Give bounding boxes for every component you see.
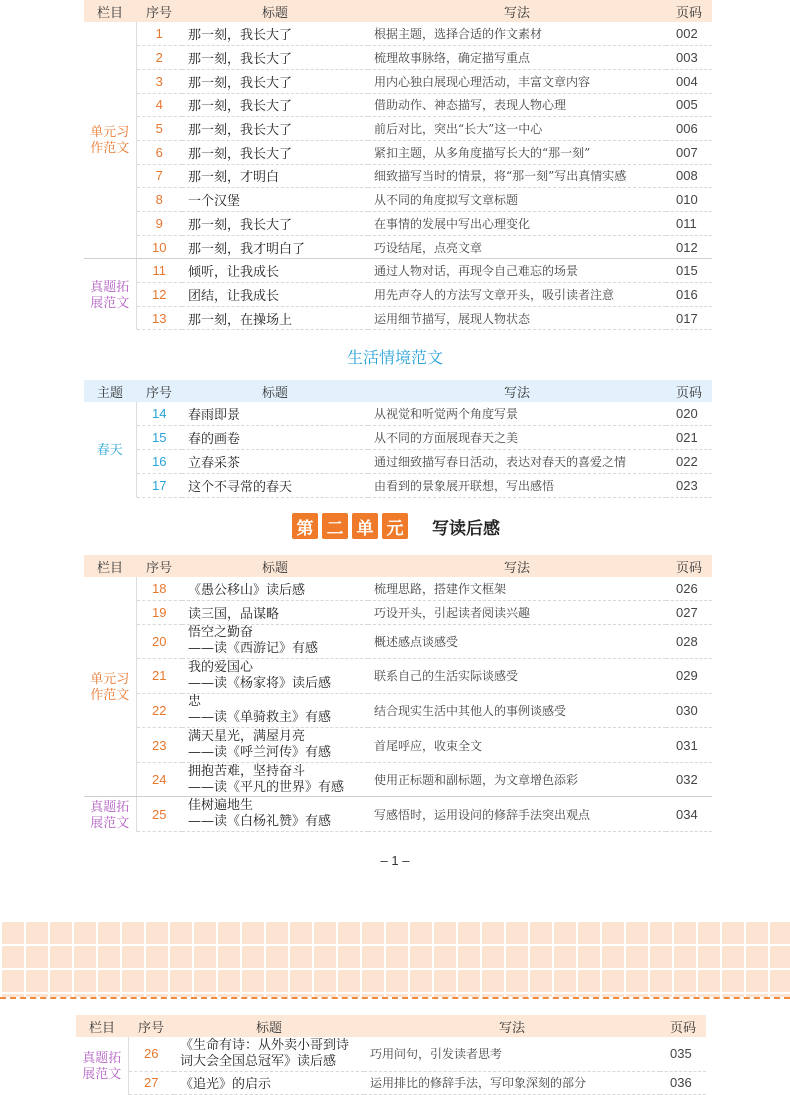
subtitle-text: ——读《平凡的世界》有感 xyxy=(188,779,345,795)
header-page: 页码 xyxy=(666,555,712,577)
title-cell xyxy=(182,728,368,763)
row-number: 23 xyxy=(136,728,182,763)
title-cell xyxy=(182,402,368,426)
row-number: 17 xyxy=(136,473,182,497)
method-cell: 从不同的方面展现春天之美 xyxy=(368,426,666,450)
title-text: 那一刻，才明白 xyxy=(188,170,280,186)
title-text: 忠 xyxy=(188,694,202,710)
table-row xyxy=(76,1071,706,1094)
page-number: – 1 – xyxy=(380,853,410,868)
title-text: 春的画卷 xyxy=(188,432,241,448)
page-cell: 017 xyxy=(666,306,712,330)
page-cell: 022 xyxy=(666,450,712,474)
row-number: 10 xyxy=(136,235,182,259)
row-number: 21 xyxy=(136,659,182,694)
header-theme: 主题 xyxy=(84,380,136,402)
method-cell: 巧设结尾，点亮文章 xyxy=(368,235,666,259)
title-text: 我的爱国心 xyxy=(188,659,254,675)
table-row xyxy=(84,46,712,70)
page-cell: 007 xyxy=(666,140,712,164)
title-text: 那一刻，我长大了 xyxy=(188,75,293,91)
method-cell: 用内心独白展现心理活动，丰富文章内容 xyxy=(368,69,666,93)
category-label: 单元习作范文 xyxy=(84,22,136,259)
page-cell: 005 xyxy=(666,93,712,117)
subtitle-text: ——读《白杨礼赞》有感 xyxy=(188,814,332,830)
title-cell xyxy=(182,624,368,659)
page-cell: 021 xyxy=(666,426,712,450)
title-cell xyxy=(182,797,368,832)
method-cell: 结合现实生活中其他人的事例谈感受 xyxy=(368,693,666,728)
unit1-table xyxy=(84,0,712,330)
title-text: 一个汉堡 xyxy=(188,194,241,210)
method-cell: 梳理故事脉络，确定描写重点 xyxy=(368,46,666,70)
page-cell: 032 xyxy=(666,762,712,797)
title-cell xyxy=(182,188,368,212)
unit-name: 写读后感 xyxy=(432,518,500,538)
table-row xyxy=(84,306,712,330)
title-text: 那一刻，我长大了 xyxy=(188,217,293,233)
header-page: 页码 xyxy=(666,380,712,402)
page-cell: 034 xyxy=(666,797,712,832)
table-row xyxy=(84,797,712,832)
header-method: 写法 xyxy=(368,0,666,22)
unit-char: 第 xyxy=(292,513,318,539)
title-cell xyxy=(182,577,368,601)
table-row xyxy=(84,93,712,117)
title-cell xyxy=(182,762,368,797)
title-text: 读三国，品谋略 xyxy=(188,606,280,622)
title-text: 倾听，让我成长 xyxy=(188,265,280,281)
method-cell: 使用正标题和副标题，为文章增色添彩 xyxy=(368,762,666,797)
header-page: 页码 xyxy=(660,1015,706,1037)
title-text: 那一刻，我长大了 xyxy=(188,99,293,115)
row-number: 13 xyxy=(136,306,182,330)
table-row xyxy=(84,235,712,259)
table-row xyxy=(84,450,712,474)
title-cell xyxy=(182,450,368,474)
method-cell: 运用排比的修辞手法，写印象深刻的部分 xyxy=(364,1071,660,1094)
header-method: 写法 xyxy=(364,1015,660,1037)
table-header xyxy=(84,555,712,577)
title-cell xyxy=(182,693,368,728)
title-cell xyxy=(182,235,368,259)
title-text: 这个不寻常的春天 xyxy=(188,479,293,495)
method-cell: 通过细致描写春日活动，表达对春天的喜爱之情 xyxy=(368,450,666,474)
method-cell: 借助动作、神态描写，表现人物心理 xyxy=(368,93,666,117)
unit2-table xyxy=(84,555,712,832)
header-number: 序号 xyxy=(136,380,182,402)
header-number: 序号 xyxy=(128,1015,174,1037)
method-cell: 巧用问句，引发读者思考 xyxy=(364,1037,660,1071)
method-cell: 紧扣主题，从多角度描写长大的“那一刻” xyxy=(368,140,666,164)
table-row xyxy=(84,140,712,164)
unit-char: 单 xyxy=(352,513,378,539)
subtitle-text: ——读《呼兰河传》有感 xyxy=(188,745,332,761)
title-text: 那一刻，在操场上 xyxy=(188,312,293,328)
table-row xyxy=(84,117,712,141)
page-cell: 023 xyxy=(666,473,712,497)
title-text: 佳树遍地生 xyxy=(188,798,254,814)
table-header xyxy=(84,380,712,402)
method-cell: 概述感点谈感受 xyxy=(368,624,666,659)
category-label: 真题拓展范文 xyxy=(84,259,136,330)
header-title: 标题 xyxy=(182,380,368,402)
row-number: 11 xyxy=(136,259,182,283)
unit-banner xyxy=(292,512,500,540)
decorative-grid-band xyxy=(0,920,790,997)
title-text: 那一刻，我长大了 xyxy=(188,28,293,44)
title-text: 悟空之勤奋 xyxy=(188,625,254,641)
subtitle-text: 词大会全国总冠军》读后感 xyxy=(180,1053,337,1069)
page-cell: 008 xyxy=(666,164,712,188)
next-page-table xyxy=(76,1015,706,1095)
page-cell: 029 xyxy=(666,659,712,694)
title-cell xyxy=(182,140,368,164)
page-cell: 031 xyxy=(666,728,712,763)
method-cell: 写感悟时，运用设问的修辞手法突出观点 xyxy=(368,797,666,832)
table-row xyxy=(84,283,712,307)
method-cell: 从不同的角度拟写文章标题 xyxy=(368,188,666,212)
dashed-divider xyxy=(0,997,790,999)
page-cell: 006 xyxy=(666,117,712,141)
page-cell: 036 xyxy=(660,1071,706,1094)
table-row xyxy=(84,624,712,659)
header-number: 序号 xyxy=(136,0,182,22)
subtitle-text: ——读《单骑救主》有感 xyxy=(188,710,332,726)
title-cell xyxy=(174,1071,364,1094)
header-method: 写法 xyxy=(368,555,666,577)
header-number: 序号 xyxy=(136,555,182,577)
table-row xyxy=(84,762,712,797)
header-page: 页码 xyxy=(666,0,712,22)
title-cell xyxy=(182,22,368,46)
page-cell: 010 xyxy=(666,188,712,212)
unit-char: 元 xyxy=(382,513,408,539)
method-cell: 细致描写当时的情景，将“那一刻”写出真情实感 xyxy=(368,164,666,188)
title-text: 那一刻，我长大了 xyxy=(188,123,293,139)
row-number: 7 xyxy=(136,164,182,188)
subtitle-text: ——读《杨家将》读后感 xyxy=(188,675,332,691)
title-cell xyxy=(182,212,368,236)
method-cell: 用先声夺人的方法写文章开头，吸引读者注意 xyxy=(368,283,666,307)
title-text: 《生命有诗：从外卖小哥到诗 xyxy=(180,1037,350,1053)
table-row xyxy=(76,1037,706,1071)
row-number: 25 xyxy=(136,797,182,832)
table-row xyxy=(84,164,712,188)
method-cell: 前后对比，突出“长大”这一中心 xyxy=(368,117,666,141)
header-column: 栏目 xyxy=(84,555,136,577)
method-cell: 在事情的发展中写出心理变化 xyxy=(368,212,666,236)
row-number: 27 xyxy=(128,1071,174,1094)
title-cell xyxy=(182,93,368,117)
spring-table xyxy=(84,380,712,498)
page-cell: 026 xyxy=(666,577,712,601)
title-text: 《愚公移山》读后感 xyxy=(188,583,306,598)
page-cell: 028 xyxy=(666,624,712,659)
row-number: 14 xyxy=(136,402,182,426)
page-cell: 004 xyxy=(666,69,712,93)
table-row xyxy=(84,69,712,93)
subtitle-text: ——读《西游记》有感 xyxy=(188,641,319,657)
title-text: 春雨即景 xyxy=(188,408,241,424)
table-header xyxy=(76,1015,706,1037)
category-label: 真题拓展范文 xyxy=(76,1037,128,1094)
method-cell: 根据主题，选择合适的作文素材 xyxy=(368,22,666,46)
table-row xyxy=(84,259,712,283)
row-number: 22 xyxy=(136,693,182,728)
method-cell: 从视觉和听觉两个角度写景 xyxy=(368,402,666,426)
title-cell xyxy=(182,164,368,188)
table-row xyxy=(84,577,712,601)
row-number: 9 xyxy=(136,212,182,236)
method-cell: 由看到的景象展开联想，写出感悟 xyxy=(368,473,666,497)
page-cell: 027 xyxy=(666,601,712,625)
method-cell: 运用细节描写，展现人物状态 xyxy=(368,306,666,330)
row-number: 4 xyxy=(136,93,182,117)
title-cell xyxy=(182,117,368,141)
row-number: 12 xyxy=(136,283,182,307)
table-row xyxy=(84,728,712,763)
unit-char: 二 xyxy=(322,513,348,539)
title-text: 《追光》的启示 xyxy=(180,1077,272,1092)
table-row xyxy=(84,212,712,236)
table-header xyxy=(84,0,712,22)
row-number: 19 xyxy=(136,601,182,625)
method-cell: 通过人物对话，再现令自己难忘的场景 xyxy=(368,259,666,283)
title-cell xyxy=(182,283,368,307)
title-cell xyxy=(182,46,368,70)
header-title: 标题 xyxy=(182,555,368,577)
row-number: 15 xyxy=(136,426,182,450)
table-row xyxy=(84,402,712,426)
row-number: 20 xyxy=(136,624,182,659)
table-row xyxy=(84,601,712,625)
row-number: 5 xyxy=(136,117,182,141)
row-number: 24 xyxy=(136,762,182,797)
row-number: 8 xyxy=(136,188,182,212)
method-cell: 联系自己的生活实际谈感受 xyxy=(368,659,666,694)
page-cell: 002 xyxy=(666,22,712,46)
row-number: 18 xyxy=(136,577,182,601)
title-text: 那一刻，我长大了 xyxy=(188,146,293,162)
title-text: 拥抱苦难，坚持奋斗 xyxy=(188,763,306,779)
table-row xyxy=(84,473,712,497)
row-number: 3 xyxy=(136,69,182,93)
table-row xyxy=(84,659,712,694)
section-title: 生活情境范文 xyxy=(346,350,443,367)
title-cell xyxy=(174,1037,364,1071)
table-row xyxy=(84,426,712,450)
header-method: 写法 xyxy=(368,380,666,402)
title-cell xyxy=(182,69,368,93)
page-cell: 012 xyxy=(666,235,712,259)
header-title: 标题 xyxy=(182,0,368,22)
page-cell: 035 xyxy=(660,1037,706,1071)
title-text: 那一刻，我才明白了 xyxy=(188,241,306,257)
method-cell: 巧设开头，引起读者阅读兴趣 xyxy=(368,601,666,625)
table-row xyxy=(84,693,712,728)
header-column: 栏目 xyxy=(76,1015,128,1037)
title-text: 立春采茶 xyxy=(188,455,241,471)
title-cell xyxy=(182,659,368,694)
method-cell: 首尾呼应，收束全文 xyxy=(368,728,666,763)
page-cell: 016 xyxy=(666,283,712,307)
title-cell xyxy=(182,306,368,330)
category-label: 春天 xyxy=(84,402,136,497)
row-number: 16 xyxy=(136,450,182,474)
row-number: 2 xyxy=(136,46,182,70)
title-cell xyxy=(182,259,368,283)
row-number: 26 xyxy=(128,1037,174,1071)
page-cell: 003 xyxy=(666,46,712,70)
title-cell xyxy=(182,426,368,450)
title-cell xyxy=(182,601,368,625)
title-text: 团结，让我成长 xyxy=(188,288,280,304)
page-cell: 020 xyxy=(666,402,712,426)
row-number: 1 xyxy=(136,22,182,46)
table-row xyxy=(84,188,712,212)
page-cell: 030 xyxy=(666,693,712,728)
title-cell xyxy=(182,473,368,497)
page-cell: 015 xyxy=(666,259,712,283)
header-column: 栏目 xyxy=(84,0,136,22)
page-cell: 011 xyxy=(666,212,712,236)
category-label: 单元习作范文 xyxy=(84,577,136,797)
title-text: 那一刻，我长大了 xyxy=(188,52,293,68)
header-title: 标题 xyxy=(174,1015,364,1037)
row-number: 6 xyxy=(136,140,182,164)
title-text: 满天星光，满屋月亮 xyxy=(188,729,306,745)
category-label: 真题拓展范文 xyxy=(84,797,136,832)
method-cell: 梳理思路，搭建作文框架 xyxy=(368,577,666,601)
table-row xyxy=(84,22,712,46)
